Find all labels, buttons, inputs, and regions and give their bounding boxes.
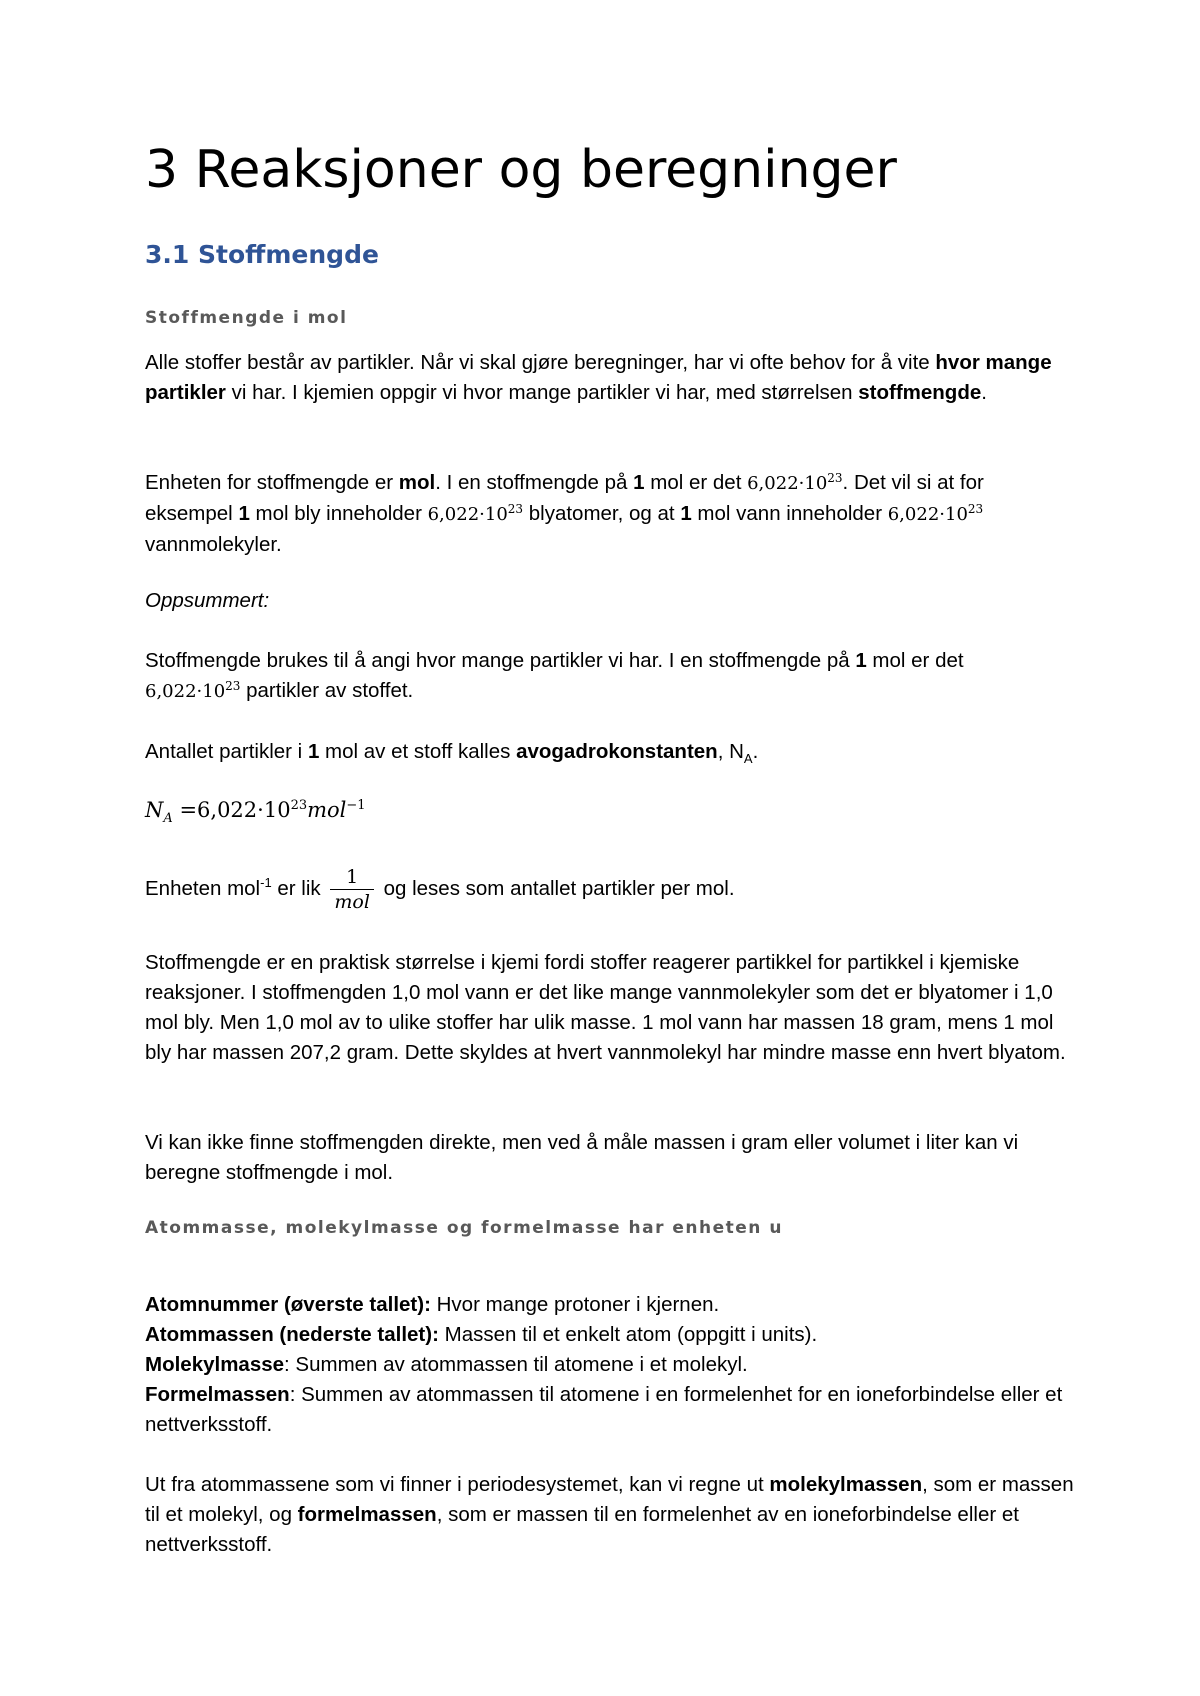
paragraph-periodic-table: Ut fra atommassene som vi finner i periodesystemet, kan vi regne ut molekylmassen, som er massen til et molekyl, og formelmassen, som er massen til en formelenhet av en ioneforbindelse eller et nettverksstoff. <box>145 1473 1074 1556</box>
fraction-one-per-mol: $\frac{1}{\text{mol}}$ <box>330 865 374 914</box>
avogadro-number: $6,022\cdot 10^{23}$ <box>145 679 241 702</box>
subheading-atommasse: Atommasse, molekylmasse og formelmasse har enheten u <box>145 1218 783 1238</box>
definition-list <box>145 1290 1075 1440</box>
subheading-stoffmengde: Stoffmengde i mol <box>145 308 348 328</box>
definition-formelmassen: Formelmassen: Summen av atommassen til atomene i en formelenhet for en ioneforbindelse eller et nettverksstoff. <box>145 1383 1063 1436</box>
avogadro-number: $6,022\cdot 10^{23}$ <box>427 502 524 525</box>
avogadro-number: $6,022\cdot 10^{23}$ <box>747 471 843 494</box>
summary-label: Oppsummert: <box>145 589 270 612</box>
avogadro-formula: $N_A =6,022\cdot 10^{23}mol^{-1}$ <box>145 798 366 827</box>
definition-molekylmasse: Molekylmasse: Summen av atommassen til atomene i et molekyl. <box>145 1353 748 1376</box>
definition-atommassen: Atommassen (nederste tallet): Massen til et enkelt atom (oppgitt i units). <box>145 1323 818 1346</box>
section-heading: 3.1 Stoffmengde <box>145 240 379 269</box>
paragraph-practical: Stoffmengde er en praktisk størrelse i kjemi fordi stoffer reagerer partikkel for partikkel i kjemiske reaksjoner. I stoffmengden 1,0 mol vann er det like mange vannmolekyler som det er blyatomer i 1,0 mol bly. Men 1,0 mol av to ulike stoffer har ulik masse. 1 mol vann har massen 18 gram, mens 1 mol bly har massen 207,2 gram. Dette skyldes at hvert vannmolekyl har mindre masse enn hvert blyatom. <box>145 951 1066 1064</box>
paragraph-summary: Stoffmengde brukes til å angi hvor mange partikler vi har. I en stoffmengde på 1 mol er det $6,022\cdot 10^{23}$ partikler av stoffet. <box>145 649 964 702</box>
page-title: 3 Reaksjoner og beregninger <box>145 140 897 200</box>
definition-atomnummer: Atomnummer (øverste tallet): Hvor mange protoner i kjernen. <box>145 1293 720 1316</box>
paragraph-measure: Vi kan ikke finne stoffmengden direkte, men ved å måle massen i gram eller volumet i liter kan vi beregne stoffmengde i mol. <box>145 1131 1019 1184</box>
paragraph-intro: Alle stoffer består av partikler. Når vi skal gjøre beregninger, har vi ofte behov for å vite hvor mange partikler vi har. I kjemien oppgir vi hvor mange partikler vi har, med størrelsen stoffmengde. <box>145 351 1052 404</box>
paragraph-avogadro: Antallet partikler i 1 mol av et stoff kalles avogadrokonstanten, $N_A$. <box>145 740 759 767</box>
avogadro-number: $6,022\cdot 10^{23}$ <box>887 502 984 525</box>
paragraph-unit-mol: Enheten for stoffmengde er mol. I en stoffmengde på 1 mol er $\det 6,022\cdot 10^{23}$. Det vil si at for eksempel 1 mol bly inneholder $6,022\cdot 10^{23}$ blyatomer, og at 1 mol vann inneholder $6,022\cdot 10^{23}$ vannmolekyler. <box>145 471 984 556</box>
paragraph-unit-inverse: Enheten mol$^{-1}$ er lik $\frac{1}{\text{mol}}$ og leses som antallet partikler per mol. <box>145 866 735 914</box>
